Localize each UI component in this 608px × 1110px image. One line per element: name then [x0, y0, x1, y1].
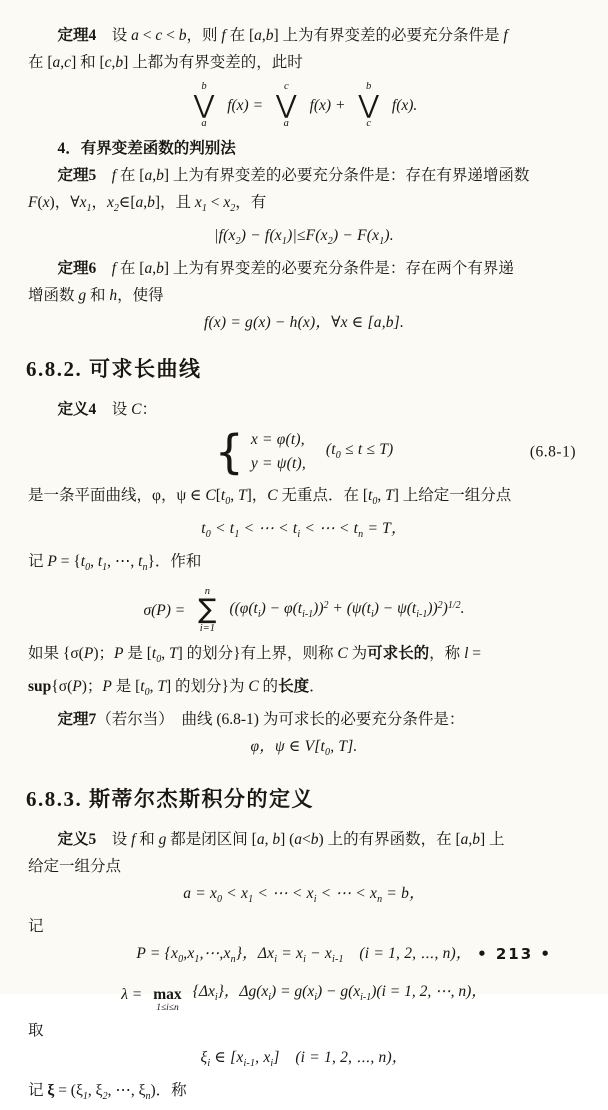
- n-ary-vee-icon: ⋁: [358, 90, 379, 119]
- vee-operator-3: [358, 81, 379, 129]
- p-delta-formula: $P = \{x_0,x_1,\cdots,x_n\}$，$\Delta x_i = x_i - x_{i-1}$ (i = 1, 2, ⋯, n)，: [136, 945, 472, 965]
- formula-segment: $\{\Delta x_i\}$，$\Delta g(x_i) = g(x_i) - g(x_{i-1})(i = 1$, 2, ⋯, n)，: [192, 983, 487, 1003]
- formula-segment: f(x) =: [227, 96, 264, 114]
- page-number: • 213 •: [477, 945, 552, 963]
- theorem6-line-2: 增函数 g 和 h，使得: [28, 287, 164, 304]
- vee-operator-1: [194, 81, 215, 129]
- subsection-title: 4．有界变差函数的判别法: [57, 140, 236, 157]
- under-limit: 1≤i≤n: [156, 1003, 179, 1013]
- n-ary-vee-icon: ⋁: [193, 90, 215, 119]
- theorem5-formula: $|f(x_2) - f(x_1)|\le F(x_2) - F(x_1)$.: [214, 227, 394, 247]
- x-partition-formula: $a = x_0 < x_1$ < ⋯ < $x_i$ < ⋯ < $x_n = b$，: [183, 885, 425, 905]
- formula-segment: $((\varphi(t_i) - \varphi(t_{i-1}))^2 + (\psi(t_i) - \psi(t_{i-1}))^2)^{1/2}$.: [229, 600, 465, 620]
- definition4-after: 是一条平面曲线，φ，ψ ∈ $C[t_0$, T]，C 无重点．在 [$t_0$, T] 上给定一组分点: [28, 487, 512, 507]
- section-heading-683: 6.8.3. 斯蒂尔杰斯积分的定义: [26, 787, 314, 811]
- upper-limit: b: [366, 81, 372, 92]
- left-brace-icon: {: [214, 425, 244, 479]
- formula-segment: λ =: [121, 986, 143, 1003]
- formula-segment: σ(P) =: [143, 601, 186, 619]
- vee-operator-2: [276, 81, 297, 129]
- xi-membership-formula: $\xi_i$ ∈ [$x_{i-1}$, $x_i$] (i = 1, 2, ⋯, n)，: [200, 1049, 408, 1069]
- upper-limit: b: [201, 81, 207, 92]
- theorem7-line-1: 定理7（若尔当） 曲线 (6.8-1) 为可求长的必要充分条件是：: [57, 711, 465, 728]
- rectifiable-line-1: 如果 {σ(P)；P 是 [$t_0$, T] 的划分}有上界，则称 C 为可求长的，称 l =: [28, 645, 481, 665]
- lower-limit: c: [366, 118, 371, 129]
- lower-limit: a: [201, 118, 207, 129]
- theorem5-line-2: F(x)，$\forall x_1$，$x_2\in[a,b]$，且 $x_1 < x_2$，有: [28, 194, 267, 214]
- theorem6-formula: f(x) = g(x) − h(x)，∀x ∈ [a,b].: [203, 314, 405, 331]
- n-ary-vee-icon: ⋁: [276, 90, 297, 119]
- definition5-line-1: 定义5 设 f 和 g 都是闭区间 [a, b] (a<b) 上的有界函数，在 [a,b] 上: [57, 831, 505, 848]
- rectifiable-line-2: sup{σ(P)；P 是 [$t_0$, T] 的划分}为 C 的长度．: [28, 678, 325, 698]
- case-row-x: x = φ(t),: [250, 431, 305, 448]
- upper-limit: n: [204, 586, 210, 597]
- lower-limit: a: [283, 118, 289, 129]
- formula-segment: f(x) +: [309, 96, 346, 114]
- definition5-line-2: 给定一组分点: [28, 858, 122, 875]
- section-heading-682: 6.8.2. 可求长曲线: [26, 357, 202, 381]
- max-label: max: [153, 986, 182, 1003]
- partition-set-line: 记 $P = \{t_0$, $t_1$, ⋯, $t_n$}．作和: [28, 553, 202, 573]
- cases-rows: [251, 428, 306, 476]
- note-ji: 记: [28, 918, 44, 935]
- formula-curve-system: [28, 425, 580, 479]
- case-row-y: y = ψ(t),: [250, 455, 306, 472]
- note-qu: 取: [28, 1022, 44, 1039]
- theorem6-line-1: 定理6 f 在 [a,b] 上为有界变差的必要充分条件是：存在两个有界递: [57, 260, 514, 277]
- theorem7-formula: φ，ψ ∈ $V[t_0$, T].: [250, 738, 358, 758]
- formula-sigma-sum: [28, 586, 580, 634]
- max-operator: [153, 987, 181, 1014]
- xi-vector-line: 记 $\xi = (\xi_1$, $\xi_2$, ⋯, $\xi_n$)．称: [28, 1082, 187, 1102]
- equation-number: (6.8-1): [529, 443, 576, 461]
- upper-limit: c: [283, 81, 289, 92]
- definition4-intro: 定义4 设 C：: [57, 401, 157, 418]
- t-partition-formula: $t_0 < t_1$ < ⋯ < $t_i$ < ⋯ < $t_n = T$，: [201, 520, 407, 540]
- sigma-icon: ∑: [198, 594, 217, 625]
- parameter-range: $(t_0 \le t \le T)$: [325, 440, 394, 461]
- formula-segment: f(x).: [391, 96, 418, 114]
- sum-operator: [198, 586, 216, 634]
- theorem4-line-2: 在 [a,c] 和 [c,b] 上都为有界变差的，此时: [28, 54, 303, 71]
- theorem5-line-1: 定理5 f 在 [a,b] 上为有界变差的必要充分条件是：存在有界递增函数: [57, 167, 530, 184]
- formula-lambda-max: [28, 978, 580, 1011]
- theorem4-line-1: 定理4 设 a < c < b，则 f 在 [a,b] 上为有界变差的必要充分条件是 f: [57, 27, 508, 44]
- formula-variation-additivity: [28, 81, 580, 129]
- lower-limit: i=1: [199, 623, 216, 634]
